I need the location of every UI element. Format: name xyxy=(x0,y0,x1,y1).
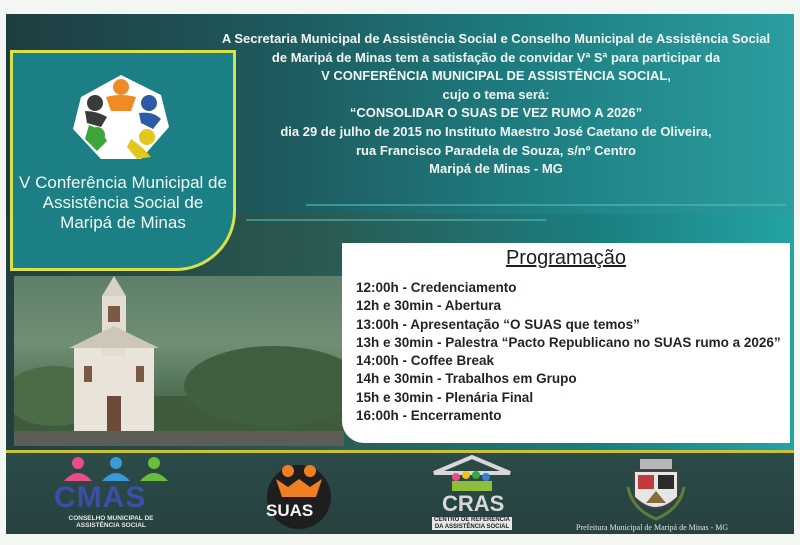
schedule-item: 12:00h - Credenciamento xyxy=(356,280,517,295)
cras-house-icon xyxy=(430,455,514,495)
conference-title xyxy=(13,173,233,233)
invitation-line: rua Francisco Paradela de Souza, s/nº Centro xyxy=(355,142,636,158)
cras-wordmark: CRAS xyxy=(442,491,505,516)
schedule-item: 13:00h - Apresentação “O SUAS que temos” xyxy=(356,316,640,332)
cmas-subtitle-line: CONSELHO MUNICIPAL DE xyxy=(68,515,154,522)
municipal-coat-of-arms-icon xyxy=(626,457,686,523)
footer-logos xyxy=(6,450,794,534)
cmas-wordmark: CMAS xyxy=(54,481,147,514)
cmas-subtitle xyxy=(56,515,166,529)
invitation-card xyxy=(6,14,794,534)
church-illustration xyxy=(14,276,344,446)
programacao-list xyxy=(356,279,781,425)
schedule-item: 16:00h - Encerramento xyxy=(356,408,502,424)
conference-title-line: Assistência Social de xyxy=(42,193,204,212)
conference-title-line: Maripá de Minas xyxy=(60,213,186,232)
schedule-item: 14h e 30min - Trabalhos em Grupo xyxy=(356,371,577,387)
decorative-stripe xyxy=(246,219,546,221)
invitation-line: Maripá de Minas - MG xyxy=(429,161,563,177)
conference-title-line: V Conferência Municipal de xyxy=(19,173,227,192)
schedule-item: 15h e 30min - Plenária Final xyxy=(356,389,534,405)
invitation-line: de Maripá de Minas tem a satisfação de convidar Vª Sª para participar da xyxy=(271,49,721,65)
invitation-line: cujo o tema será: xyxy=(442,86,550,102)
decorative-stripe xyxy=(306,204,786,206)
cras-subtitle-line: DA ASSISTÊNCIA SOCIAL xyxy=(434,523,510,530)
programacao-title: Programação xyxy=(505,247,627,269)
cmas-subtitle-line: ASSISTÊNCIA SOCIAL xyxy=(76,522,146,529)
invitation-line: A Secretaria Municipal de Assistência Social e Conselho Municipal de Assistência Social xyxy=(221,31,771,46)
suas-wordmark: SUAS xyxy=(266,501,314,520)
invitation-line: V CONFERÊNCIA MUNICIPAL DE ASSISTÊNCIA SOCIAL, xyxy=(321,68,671,84)
invitation-line: dia 29 de julho de 2015 no Instituto Maestro José Caetano de Oliveira, xyxy=(280,123,712,139)
cras-subtitle-line: CENTRO DE REFERÊNCIA xyxy=(433,517,510,523)
prefeitura-caption: Prefeitura Municipal de Maripá de Minas - MG xyxy=(576,523,729,532)
schedule-item: 14:00h - Coffee Break xyxy=(356,353,495,369)
church-photo xyxy=(14,276,344,446)
schedule-item: 13h e 30min - Palestra “Pacto Republicano no SUAS rumo a 2026” xyxy=(356,334,781,350)
schedule-item: 12h e 30min - Abertura xyxy=(356,298,502,314)
cras-subtitle xyxy=(432,517,512,530)
invitation-text xyxy=(216,30,776,179)
programacao-panel xyxy=(342,243,790,443)
conference-logo-panel xyxy=(10,50,236,271)
people-circle-logo xyxy=(61,67,181,167)
invitation-line: “CONSOLIDAR O SUAS DE VEZ RUMO A 2026” xyxy=(349,105,643,121)
